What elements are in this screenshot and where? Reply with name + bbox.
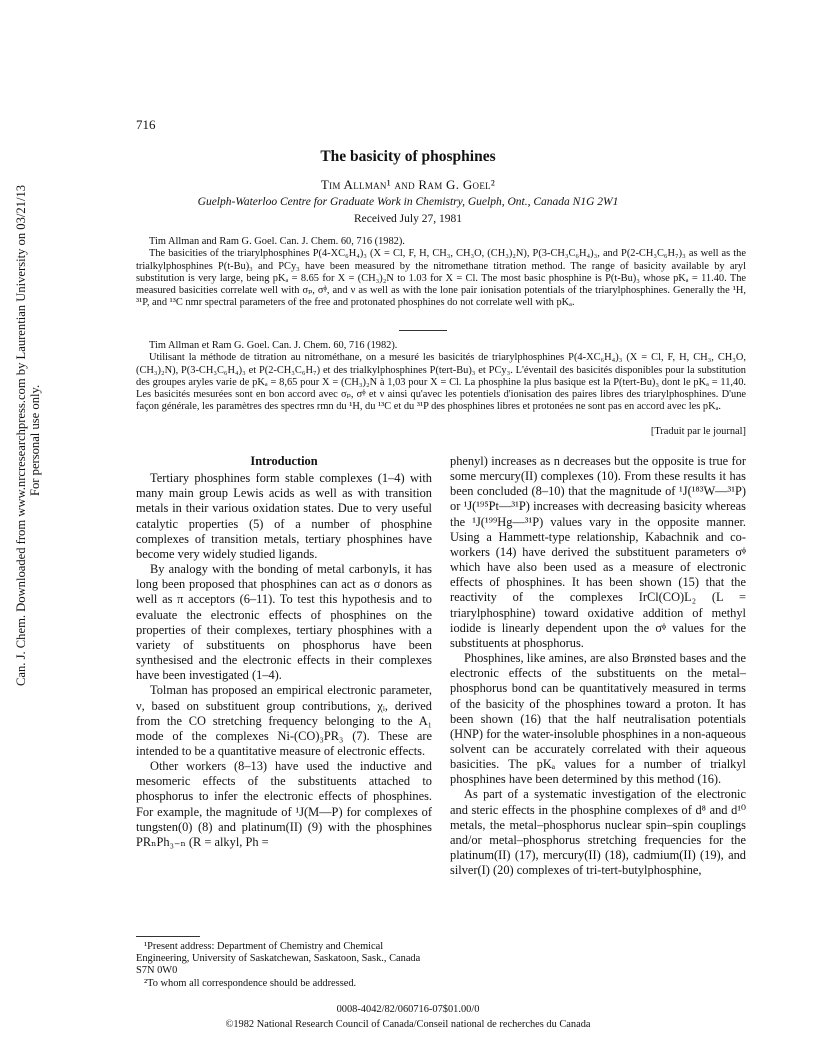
paragraph: Other workers (8–13) have used the inductive and mesomeric effects of the substituents attached to phosphorus to infer the electronic effects of phosphines. For example, the magnitude of ¹J(M—P) for complexes of tungsten(0) (8) and platinum(II) (9) with the phosphines PRₙPh₃₋ₙ (R = alkyl, Ph = bbox=[136, 759, 432, 849]
footnote-rule bbox=[136, 936, 200, 937]
abstract-english bbox=[136, 236, 746, 310]
abstract-french bbox=[136, 340, 746, 414]
section-heading-introduction: Introduction bbox=[250, 454, 318, 468]
translation-note: [Traduit par le journal] bbox=[650, 426, 746, 437]
page-number: 716 bbox=[136, 117, 156, 132]
paragraph: Phosphines, like amines, are also Brønsted bases and the electronic effects of the substituents on the metal–phosphorus bond can be quantitatively measured in terms of the basicity of the phosphines toward a proton. It has been shown (16) that the half neutralisation potentials (HNP) for the water-insoluble phosphines in a non-aqueous solvent can be accurately correlated with their aqueous basicities. The pKₐ values for a number of trialkyl phosphines have been determined by this method (16). bbox=[450, 651, 746, 787]
affiliation: Guelph-Waterloo Centre for Graduate Work in Chemistry, Guelph, Ont., Canada N1G 2W1 bbox=[197, 196, 619, 208]
abstract-text: The basicities of the triarylphosphines P(4-XC₆H₄)₃ (X = Cl, F, H, CH₃, CH₃O, (CH₃)₂N), P(3-CH₃C₆H₄)₃, and P(2-CH₃C₆H₇)₃ as well as the trialkylphosphines P(t-Bu)₃ and PCy₃ have been measured by the nitromethane titration method. The range of basicity available by aryl substitution is very large, being pKₐ = 8.65 for X = (CH₃)₂N to 1.03 for X = Cl. The most basic phosphine is P(t-Bu)₃ whose pKₐ = 11.40. The measured basicities correlate well with σₚ, σᶲ, and ν as well as with the lone pair ionisation potentials of the triarylphosphines. Generally the ¹H, ³¹P, and ¹³C nmr spectral parameters of the free and protonated phosphines do not correlate well with pKₐ. bbox=[136, 248, 746, 309]
paragraph: Tertiary phosphines form stable complexes (1–4) with many main group Lewis acids as well as with transition metals in their various oxidation states. Due to very useful catalytic properties (5) of a number of phosphine complexes of transition metals, tertiary phosphines have become very widely studied ligands. bbox=[136, 471, 432, 561]
footnote-correspondence: ²To whom all correspondence should be addressed. bbox=[144, 977, 357, 989]
abstract-citation: Tim Allman and Ram G. Goel. Can. J. Chem. 60, 716 (1982). bbox=[149, 236, 405, 247]
body-column-left bbox=[136, 454, 432, 850]
resume-citation: Tim Allman et Ram G. Goel. Can. J. Chem. 60, 716 (1982). bbox=[149, 340, 398, 351]
received-date: Received July 27, 1981 bbox=[354, 213, 462, 225]
body-column-right bbox=[450, 454, 746, 878]
paper-title: The basicity of phosphines bbox=[320, 148, 496, 165]
footnotes bbox=[136, 941, 432, 990]
footnote-present-address: ¹Present address: Department of Chemistry and Chemical Engineering, University of Saskatchewan, Saskatoon, Sask., Canada S7N 0W0 bbox=[136, 941, 421, 977]
resume-text: Utilisant la méthode de titration au nitrométhane, on a mesuré les basicités de triarylphosphines P(4-XC₆H₄)₃ (X = Cl, F, H, CH₃, CH₃O, (CH₃)₂N), P(3-CH₃C₆H₄)₃ et P(2-CH₃C₆H₇) et des trialkylphosphines P(tert-Bu)₃ et PCy₃. L'éventail des basicités disponibles pour la substitution des groupes aryles varie de pKₐ = 8,65 pour X = (CH₃)₂N à 1,03 pour X = Cl. La phosphine la plus basique est la P(tert-Bu)₃ dont le pKₐ = 11,40. Les basicités mesurées sont en bon accord avec σₚ, σᶲ et ν ainsi qu'avec les potentiels d'ionisation des paires libres des triarylphosphines. D'une façon générale, les paramètres des spectres rmn du ¹H, du ¹³C et du ³¹P des phosphines libres et protonées ne sont pas en accord avec les pKₐ. bbox=[136, 352, 746, 413]
paragraph: As part of a systematic investigation of the electronic and steric effects in the phosphine complexes of d⁸ and d¹⁰ metals, the metal–phosphorus nuclear spin–spin couplings and/or metal–phosphorus stretching frequencies for the platinum(II) (17), mercury(II) (18), cadmium(II) (19), and silver(I) (20) complexes of tri-tert-butylphosphine, bbox=[450, 787, 746, 878]
authors: Tim Allman¹ and Ram G. Goel² bbox=[320, 177, 496, 192]
personal-use-line: For personal use only. bbox=[28, 384, 42, 496]
journal-code: 0008-4042/82/060716-07$01.00/0 bbox=[336, 1004, 480, 1015]
abstract-divider bbox=[399, 330, 447, 331]
download-source-line: Can. J. Chem. Downloaded from www.nrcresearchpress.com by Laurentian University on 03/21/13 bbox=[14, 184, 28, 686]
download-notice bbox=[14, 185, 42, 686]
paragraph: By analogy with the bonding of metal carbonyls, it has long been proposed that phosphines can act as σ donors as well as π acceptors (6–11). To test this hypothesis and to evaluate the electronic effects of phosphines on the properties of their complexes, tertiary phosphines with a variety of substituents on phosphorus have been synthesised and the electronic effects in their complexes have been investigated (1–4). bbox=[136, 562, 432, 683]
paragraph: phenyl) increases as n decreases but the opposite is true for some mercury(II) complexes (10). From these results it has been concluded (8–10) that the magnitude of ¹J(¹⁸³W—³¹P) or ¹J(¹⁹⁵Pt—³¹P) increases with decreasing basicity whereas the ¹J(¹⁹⁹Hg—³¹P) values vary in the opposite manner. Using a Hammett-type relationship, Kabachnik and co-workers (14) have derived the substituent parameters σᶲ which have also been used as a measure of electronic effects of phosphines. It has been shown (15) that the reactivity of the complexes IrCl(CO)L₂ (L = triarylphosphine) toward oxidative addition of methyl iodide is linearly dependent upon the σᶲ values for the substituents at phosphorus. bbox=[450, 454, 746, 650]
copyright-line: ©1982 National Research Council of Canada/Conseil national de recherches du Canada bbox=[225, 1019, 591, 1030]
paragraph: Tolman has proposed an empirical electronic parameter, ν, based on substituent group contributions, χᵢ, derived from the CO stretching frequency belonging to the A₁ mode of the complexes Ni-(CO)₃PR₃ (7). These are intended to be a quantitative measure of electronic effects. bbox=[136, 683, 432, 758]
